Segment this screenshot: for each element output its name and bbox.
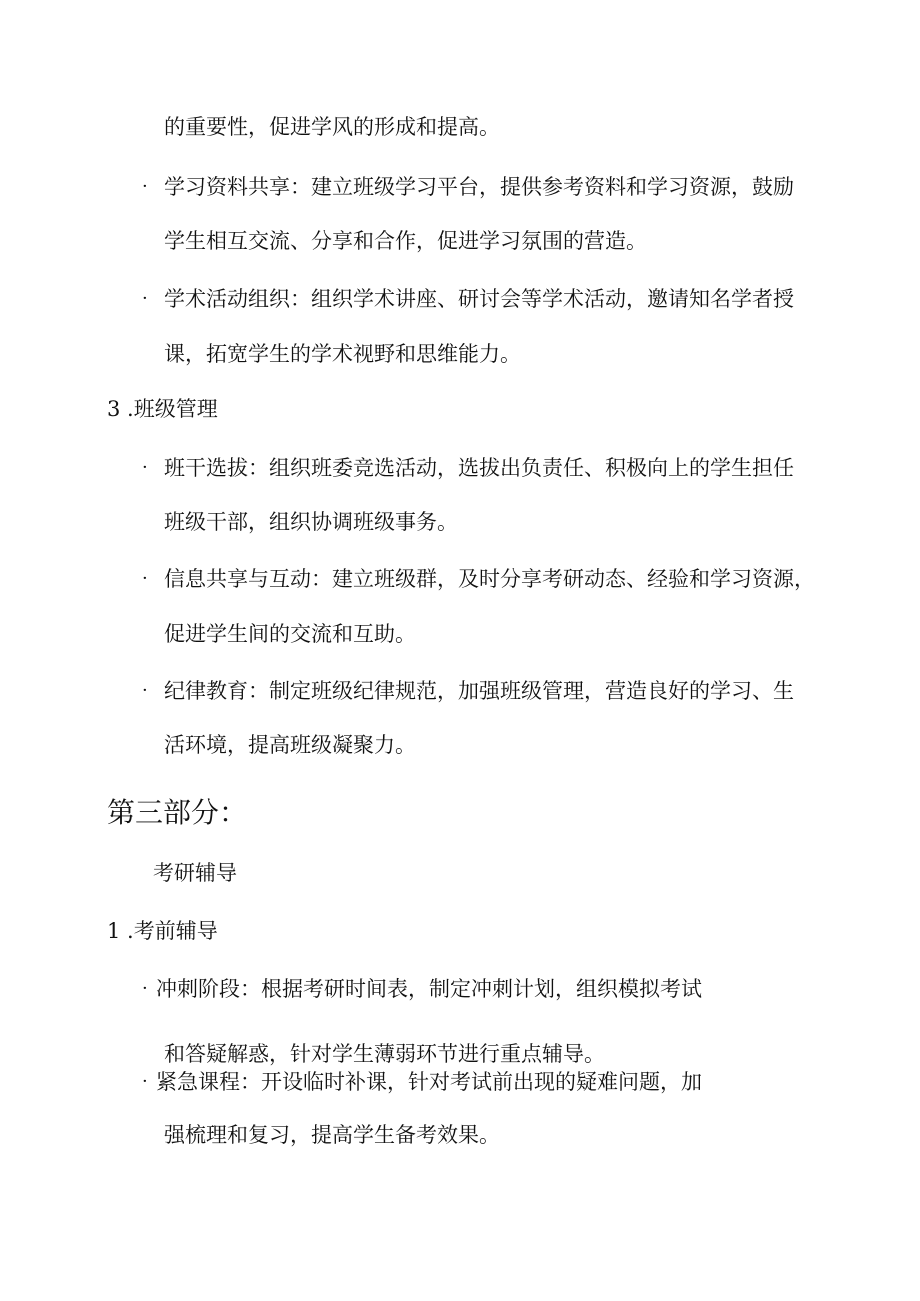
list-item-line: 强梳理和复习，提高学生备考效果。 [164,1123,500,1147]
list-item-line: 学习资料共享：建立班级学习平台，提供参考资料和学习资源，鼓励 [164,175,794,199]
list-item-line: 学生相互交流、分享和合作，促进学习氛围的营造。 [164,229,647,253]
bullet-dot: · [142,1071,148,1092]
list-item-line: 班级干部，组织协调班级事务。 [164,510,458,534]
list-item-line: 学术活动组织：组织学术讲座、研讨会等学术活动，邀请知名学者授 [164,287,794,311]
section-heading: 1 .考前辅导 [107,919,218,943]
list-item-line: 课，拓宽学生的学术视野和思维能力。 [164,342,521,366]
list-item-line: 和答疑解惑，针对学生薄弱环节进行重点辅导。 [164,1042,605,1066]
list-item-line: 活环境，提高班级凝聚力。 [164,733,416,757]
list-item-line: 信息共享与互动：建立班级群，及时分享考研动态、经验和学习资源， [164,567,815,591]
bullet-dot: · [142,457,148,478]
list-item-line: 班干选拔：组织班委竞选活动，选拔出负责任、积极向上的学生担任 [164,456,794,480]
part-heading: 第三部分： [107,796,248,829]
bullet-dot: · [142,978,148,999]
bullet-dot: · [142,288,148,309]
bullet-dot: · [142,568,148,589]
bullet-dot: · [142,176,148,197]
section-heading: 3 .班级管理 [107,397,218,421]
paragraph-continuation: 的重要性，促进学风的形成和提高。 [164,115,500,139]
part-subtitle: 考研辅导 [153,861,237,885]
list-item-line: 促进学生间的交流和互助。 [164,622,416,646]
list-item-line: 紧急课程：开设临时补课，针对考试前出现的疑难问题，加 [156,1070,702,1094]
list-item-line: 冲刺阶段：根据考研时间表，制定冲刺计划，组织模拟考试 [156,977,702,1001]
list-item-line: 纪律教育：制定班级纪律规范，加强班级管理，营造良好的学习、生 [164,679,794,703]
bullet-dot: · [142,680,148,701]
